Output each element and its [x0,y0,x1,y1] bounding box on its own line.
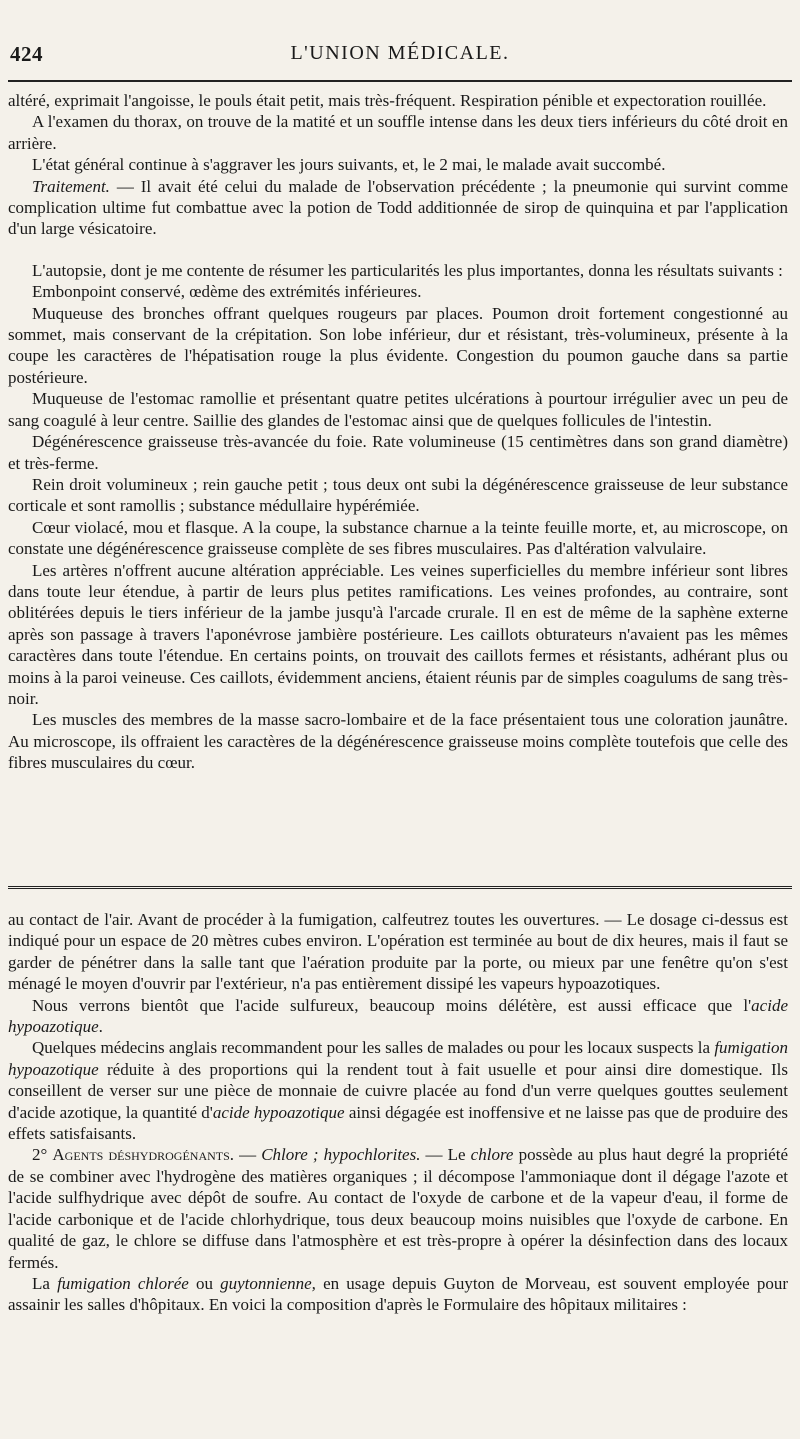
italic-term: chlore [470,1145,514,1165]
text-run: — [234,1145,262,1165]
paragraph [8,1273,788,1316]
section-label: Traitement. [32,176,110,196]
italic-term: guytonnienne, [220,1273,316,1293]
text-run: . [98,1017,103,1037]
text-run: Quelques médecins anglais recommandent pour les salles de malades ou pour les locaux suspects la [32,1038,715,1058]
italic-term: acide hypoazotique [212,1102,345,1122]
text-run: 2° [32,1145,53,1165]
paragraph [8,176,788,240]
paragraph [8,1144,788,1272]
italic-term: fumigation chlorée [57,1273,189,1293]
text-run: Nous verrons bientôt que l'acide sulfureux, beaucoup moins délétère, est aussi efficace que l' [32,995,752,1015]
paragraph [8,1037,788,1144]
header-rule [8,80,792,82]
section-heading: Agents déshydrogénants. [52,1145,235,1165]
paragraph: altéré, exprimait l'angoisse, le pouls était petit, mais très-fréquent. Respiration pénible et expectoration rouillée. [8,91,767,110]
text-run: — Le [420,1145,471,1165]
text-run: en usage depuis Guyton de Morveau, est souvent employée pour assainir les salles d'hôpitaux. En voici la composition d'après le Formulaire des hôpitaux militaires : [8,1273,788,1315]
running-title: L'UNION MÉDICALE. [290,42,510,64]
paragraph: Rein droit volumineux ; rein gauche petit ; tous deux ont subi la dégénérescence graisseuse de leur substance corticale et sont ramollis ; substance médullaire hypérémiée. [8,474,788,516]
paragraph: Muqueuse des bronches offrant quelques rougeurs par places. Poumon droit fortement congestionné au sommet, mais conservant de la crépitation. Son lobe inférieur, dur et résistant, très-volumineux, présente à la coupe les caractères de l'hépatisation rouge la plus évidente. Congestion du poumon gauche dans sa partie postérieure. [8,303,788,387]
text-run: La [32,1273,58,1293]
paragraph: Les artères n'offrent aucune altération appréciable. Les veines superficielles du membre inférieur sont libres dans toute leur étendue, à partir de leurs plus petites ramifications. Les veines profondes, au contraire, sont oblitérées depuis le tiers inférieur de la jambe jusqu'à l'arcade crurale. Il en est de même de la saphène externe après son passage à travers l'aponévrose jambière postérieure. Les caillots obturateurs n'avaient pas les mêmes caractères dans toute l'étendue. En certains points, on trouvait des caillots fermes et résistants, adhérant plus ou moins à la paroi veineuse. Ces caillots, évidemment anciens, étaient réunis par de simples coagulums de sang très-noir. [8,560,788,708]
paragraph [8,995,788,1038]
italic-term: fumigation hypoazotique [8,1038,788,1079]
lower-article [8,909,788,1316]
paragraph: au contact de l'air. Avant de procéder à la fumigation, calfeutrez toutes les ouvertures. — Le dosage ci-dessus est indiqué pour un espace de 20 mètres cubes environ. L'opération est terminée au bout de dix heures, mais il faut se garder de pénétrer dans la salle tant que l'aération produite par la porte, ou mieux par une fenêtre qu'on s'est ménagé le moyen d'ouvrir par l'extérieur, n'a pas entièrement dissipé les vapeurs hypoazotiques. [8,910,788,994]
paragraph: L'autopsie, dont je me contente de résumer les particularités les plus importantes, donna les résultats suivants : [32,260,783,280]
paragraph: Dégénérescence graisseuse très-avancée du foie. Rate volumineuse (15 centimètres dans son grand diamètre) et très-ferme. [8,432,788,473]
paragraph-text: — Il avait été celui du malade de l'observation précédente ; la pneumonie qui survint comme complication ultime fut combattue avec la potion de Todd additionnée de sirop de quinquina et par l'application d'un large vésicatoire. [8,176,788,239]
text-run: possède au plus haut degré la propriété de se combiner avec l'hydrogène des matières organiques ; il décompose l'ammoniaque dont il dégage l'azote et l'acide sulfhydrique avec dépôt de soufre. Au contact de l'oxyde de carbone et de la vapeur d'eau, il forme de l'acide carbonique et de l'acide chlorhydrique, tous deux beaucoup moins nuisibles que l'oxyde de carbone. En qualité de gaz, le chlore se diffuse dans l'atmosphère et est très-propre à opérer la désinfection dans des locaux fermés. [8,1145,788,1272]
page-header [8,42,792,72]
section-divider [8,886,792,889]
paragraph: Embonpoint conservé, œdème des extrémités inférieures. [32,282,422,302]
page-number: 424 [10,42,43,66]
italic-term: Chlore ; hypochlorites. [261,1145,421,1165]
upper-article [8,90,788,774]
text-run: ainsi dégagée est inoffensive et ne laisse pas que de produire des effets satisfaisants. [8,1102,789,1144]
paragraph: Cœur violacé, mou et flasque. A la coupe, la substance charnue a la teinte feuille morte, et, au microscope, on constate une dégénérescence graisseuse complète de ses fibres musculaires. Pas d'altération valvulaire. [8,517,788,559]
italic-term: acide hypoazotique [8,995,788,1037]
paragraph: A l'examen du thorax, on trouve de la matité et un souffle intense dans les deux tiers inférieurs du côté droit en arrière. [8,112,788,153]
paragraph: Les muscles des membres de la masse sacro-lombaire et de la face présentaient tous une coloration jaunâtre. Au microscope, ils offraient les caractères de la dégénérescence graisseuse moins complète toutefois que celle des fibres musculaires du cœur. [8,710,788,773]
paragraph: L'état général continue à s'aggraver les jours suivants, et, le 2 mai, le malade avait succombé. [32,155,666,175]
paragraph: Muqueuse de l'estomac ramollie et présentant quatre petites ulcérations à pourtour irrégulier avec un peu de sang coagulé à leur centre. Saillie des glandes de l'estomac ainsi que de quelques follicules de l'intestin. [8,389,788,430]
text-run: réduite à des proportions qui la rendent tout à fait usuelle et pour ainsi dire domestique. Ils conseillent de verser sur une pièce de monnaie de cuivre placée au fond d'un verre quelques gouttes seulement d'acide azotique, la quantité d' [8,1059,788,1122]
text-run: ou [188,1273,221,1293]
